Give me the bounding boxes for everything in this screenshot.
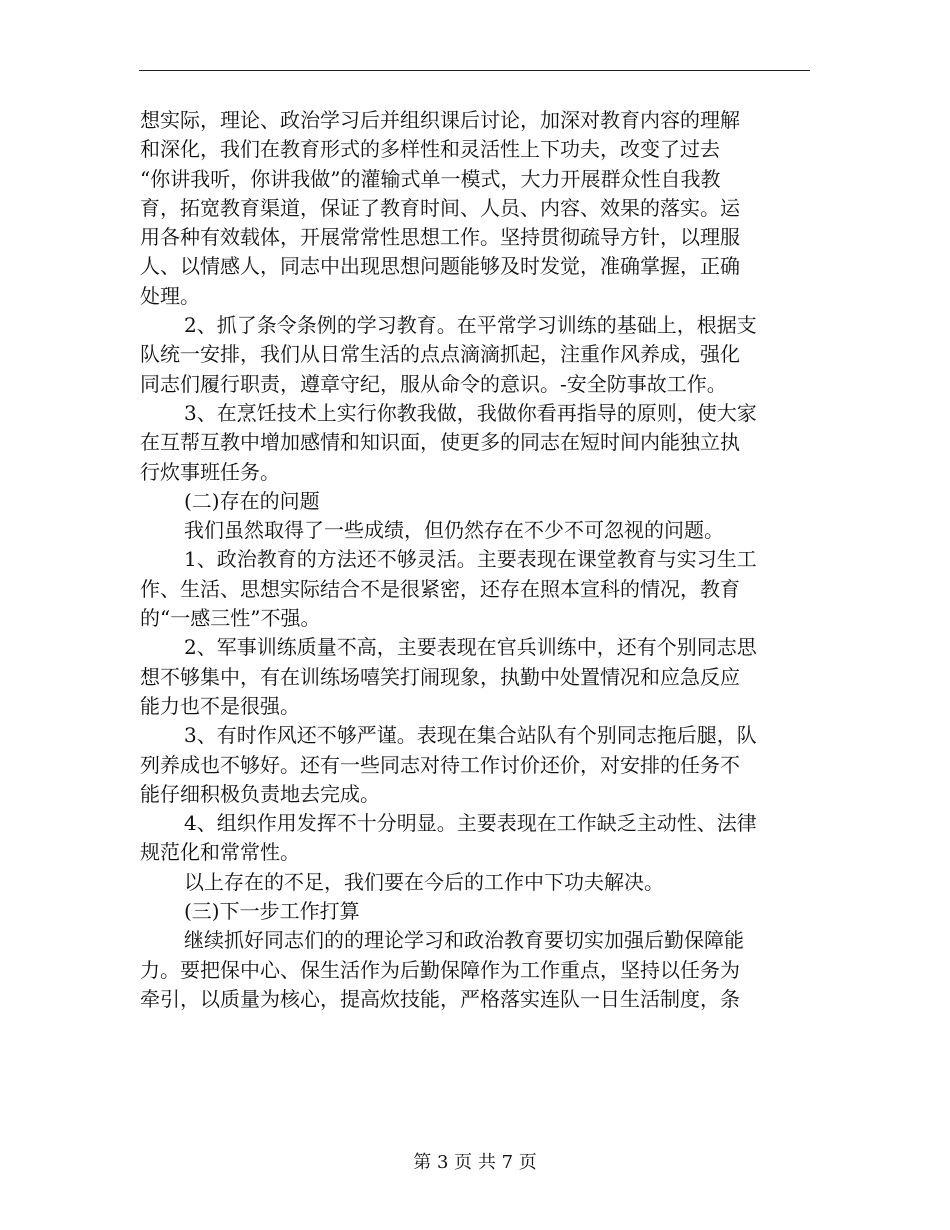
document-body bbox=[140, 106, 812, 1014]
text-line: 处理。 bbox=[140, 283, 200, 308]
text-line: 育，拓宽教育渠道，保证了教育时间、人员、内容、效果的落实。运 bbox=[140, 195, 740, 220]
text-line: (二)存在的问题 bbox=[184, 488, 320, 513]
text-line: 作、生活、思想实际结合不是很紧密，还存在照本宣科的情况，教育 bbox=[140, 576, 740, 601]
page-number: 第 3 页 共 7 页 bbox=[413, 1152, 537, 1173]
text-line: 在互帮互教中增加感情和知识面，使更多的同志在短时间内能独立执 bbox=[140, 430, 740, 455]
text-line: 3、有时作风还不够严谨。表现在集合站队有个别同志拖后腿，队 bbox=[184, 723, 757, 748]
text-line: 牵引，以质量为核心，提高炊技能，严格落实连队一日生活制度，条 bbox=[140, 986, 740, 1011]
text-line: 行炊事班任务。 bbox=[140, 459, 280, 484]
text-line: 想不够集中，有在训练场嘻笑打闹现象，执勤中处置情况和应急反应 bbox=[140, 664, 740, 689]
text-line: 同志们履行职责，遵章守纪，服从命令的意识。-安全防事故工作。 bbox=[140, 371, 727, 396]
text-line: (三)下一步工作打算 bbox=[184, 899, 360, 924]
text-line: 4、组织作用发挥不十分明显。主要表现在工作缺乏主动性、法律 bbox=[184, 811, 757, 836]
text-line: 继续抓好同志们的的理论学习和政治教育要切实加强后勤保障能 bbox=[184, 928, 744, 953]
text-line: 的“一感三性”不强。 bbox=[140, 606, 321, 631]
text-line: 以上存在的不足，我们要在今后的工作中下功夫解决。 bbox=[184, 869, 664, 894]
text-line: 1、政治教育的方法还不够灵活。主要表现在课堂教育与实习生工 bbox=[184, 547, 757, 572]
text-line: 队统一安排，我们从日常生活的点点滴滴抓起，注重作风养成，强化 bbox=[140, 342, 740, 367]
text-line: 我们虽然取得了一些成绩，但仍然存在不少不可忽视的问题。 bbox=[184, 518, 724, 543]
text-line: 3、在烹饪技术上实行你教我做，我做你看再指导的原则，使大家 bbox=[184, 400, 757, 425]
text-line: 人、以情感人，同志中出现思想问题能够及时发觉，准确掌握，正确 bbox=[140, 254, 740, 279]
text-line: 列养成也不够好。还有一些同志对待工作讨价还价，对安排的任务不 bbox=[140, 752, 740, 777]
text-line: 2、军事训练质量不高，主要表现在官兵训练中，还有个别同志思 bbox=[184, 635, 757, 660]
text-line: 能仔细积极负责地去完成。 bbox=[140, 781, 380, 806]
text-line: 规范化和常常性。 bbox=[140, 840, 300, 865]
text-line: 2、抓了条令条例的学习教育。在平常学习训练的基础上，根据支 bbox=[184, 313, 757, 338]
text-line: 能力也不是很强。 bbox=[140, 693, 300, 718]
text-line: 和深化，我们在教育形式的多样性和灵活性上下功夫，改变了过去 bbox=[140, 137, 720, 162]
text-line: 想实际，理论、政治学习后并组织课后讨论，加深对教育内容的理解 bbox=[140, 108, 740, 132]
text-line: 用各种有效载体，开展常常性思想工作。坚持贯彻疏导方针，以理服 bbox=[140, 225, 740, 250]
header-rule bbox=[139, 70, 810, 71]
text-line: 力。要把保中心、保生活作为后勤保障作为工作重点，坚持以任务为 bbox=[140, 957, 740, 982]
text-line: “你讲我听，你讲我做”的灌输式单一模式，大力开展群众性自我教 bbox=[140, 166, 721, 191]
